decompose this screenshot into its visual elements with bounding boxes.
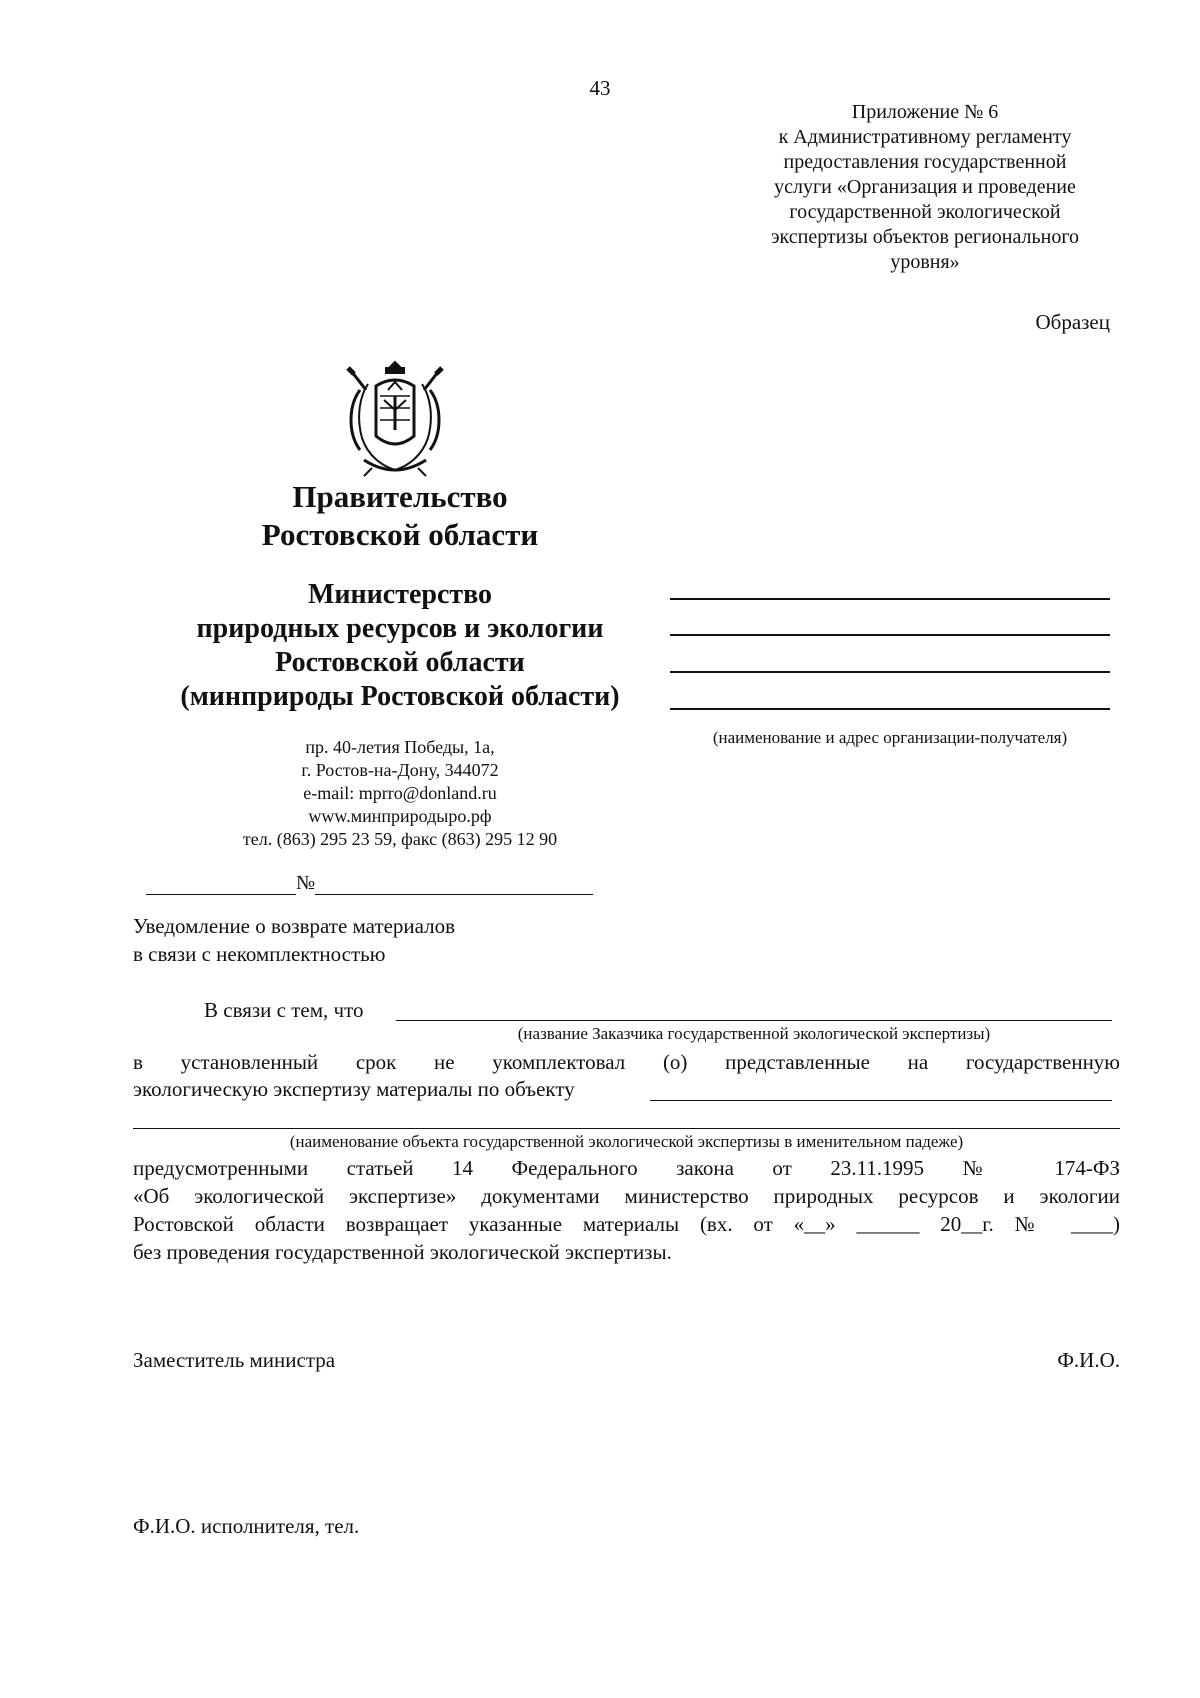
appendix-line: к Административному регламенту [778,126,1072,148]
recipient-line [670,708,1110,710]
address-line: пр. 40-летия Победы, 1а, [305,737,495,757]
appendix-line: услуги «Организация и проведение [774,176,1076,198]
appendix-line: уровня» [890,251,960,273]
government-line: Ростовской области [261,517,539,552]
recipient-caption: (наименование и адрес организации-получателя) [712,728,1068,747]
ministry-address [120,736,680,851]
customer-blank [396,1020,1112,1021]
body-line: Ростовской области возвращает указанные материалы (вх. от «__» ______ 20__г. № ____) [133,1212,1120,1236]
body-line: экологическую экспертизу материалы по объекту [133,1077,575,1101]
appendix-header [740,100,1110,275]
signature-name: Ф.И.О. [1057,1348,1120,1372]
recipient-line [670,598,1110,600]
appendix-line: государственной экологической [789,201,1061,223]
government-line: Правительство [292,479,508,514]
body-line: «Об экологической экспертизе» документами министерство природных ресурсов и экологии [133,1184,1120,1208]
sample-label: Образец [1035,310,1110,334]
address-line: тел. (863) 295 23 59, факс (863) 295 12 90 [242,829,558,849]
customer-caption: (название Заказчика государственной экологической экспертизы) [517,1024,991,1043]
signature-position: Заместитель министра [133,1348,336,1372]
appendix-line: предоставления государственной [783,151,1067,173]
appendix-line: экспертизы объектов регионального [770,226,1080,248]
coat-of-arms-icon [338,356,452,480]
ministry-line: (минприроды Ростовской области) [180,681,620,712]
recipient-line [670,671,1110,673]
body-line: предусмотренными статьей 14 Федерального закона от 23.11.1995 № 174-ФЗ [133,1156,1120,1180]
body-line: в установленный срок не укомплектовал (о) представленные на государственную [133,1050,1120,1074]
ministry-line: природных ресурсов и экологии [196,613,604,644]
page-number: 43 [589,76,611,100]
appendix-line: Приложение № 6 [851,101,999,123]
address-line: e-mail: mprro@donland.ru [303,783,497,803]
executor-info: Ф.И.О. исполнителя, тел. [133,1514,360,1538]
date-blank [146,872,296,895]
ministry-line: Министерство [307,579,493,610]
ministry-name [120,578,680,714]
body-line: без проведения государственной экологической экспертизы. [133,1240,672,1264]
number-blank [315,872,593,895]
notice-title [133,912,455,968]
address-line: г. Ростов-на-Дону, 344072 [301,760,499,780]
government-name [120,478,680,554]
address-line: www.минприродыро.рф [308,806,492,826]
notice-title-line: в связи с некомплектностью [133,942,386,966]
recipient-line [670,634,1110,636]
notice-title-line: Уведомление о возврате материалов [133,914,456,938]
number-sign: № [296,872,316,894]
object-caption: (наименование объекта государственной экологической экспертизы в именительном падеже) [289,1132,964,1151]
object-blank [650,1100,1112,1101]
ministry-line: Ростовской области [275,647,525,678]
outgoing-number-line [146,872,593,895]
object-blank-2 [133,1128,1120,1129]
body-intro: В связи с тем, что [204,998,364,1022]
